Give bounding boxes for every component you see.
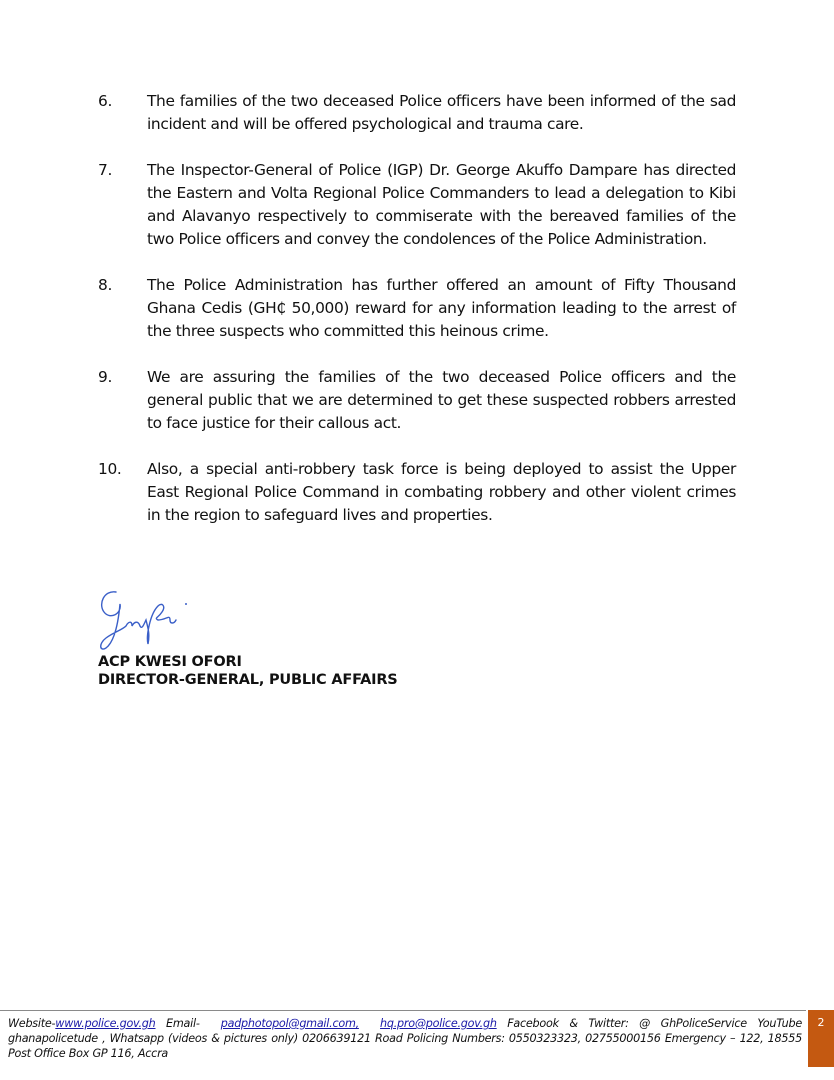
footer-divider bbox=[0, 1010, 806, 1011]
page-number-badge: 2 bbox=[808, 1010, 834, 1067]
item-text: The Police Administration has further offered an amount of Fifty Thousand Ghana Cedis (GH₵ 50,000) reward for any information leading to the arrest of the three suspects who committed this heinous crime. bbox=[147, 276, 736, 340]
list-item bbox=[98, 90, 736, 136]
footer-contact bbox=[8, 1016, 802, 1061]
item-text: The Inspector-General of Police (IGP) Dr. George Akuffo Dampare has directed the Eastern and Volta Regional Police Commanders to lead a delegation to Kibi and Alavanyo respectively to commiserate with the bereaved families of the two Police officers and convey the condolences of the Police Administration. bbox=[147, 161, 736, 248]
email-link-2[interactable]: hq.pro@police.gov.gh bbox=[380, 1017, 497, 1030]
list-item bbox=[98, 458, 736, 527]
numbered-list bbox=[98, 90, 736, 550]
signature-icon bbox=[96, 584, 196, 654]
item-text: Also, a special anti-robbery task force is being deployed to assist the Upper East Regional Police Command in combating robbery and other violent crimes in the region to safeguard lives and properties. bbox=[147, 460, 736, 524]
signatory-block bbox=[98, 653, 398, 689]
footer-contact-details: Facebook & Twitter: @ GhPoliceService YouTube ghanapolicetude , Whatsapp (videos & pictures only) 0206639121 Road Policing Numbers: 0550323323, 02755000156 Emergency – 122, 18555 Post Office Box GP 116, Accra bbox=[8, 1017, 802, 1060]
list-item bbox=[98, 159, 736, 251]
item-number: 8. bbox=[98, 276, 112, 294]
signatory-title: DIRECTOR-GENERAL, PUBLIC AFFAIRS bbox=[98, 672, 398, 688]
website-label: Website- bbox=[8, 1017, 56, 1030]
list-item bbox=[98, 366, 736, 435]
website-link[interactable]: www.police.gov.gh bbox=[55, 1017, 156, 1030]
email-link-1[interactable]: padphotopol@gmail.com, bbox=[220, 1017, 359, 1030]
signatory-name: ACP KWESI OFORI bbox=[98, 654, 242, 670]
item-text: The families of the two deceased Police officers have been informed of the sad incident and will be offered psychological and trauma care. bbox=[147, 92, 736, 133]
email-label: Email- bbox=[155, 1017, 211, 1030]
item-text: We are assuring the families of the two deceased Police officers and the general public that we are determined to get these suspected robbers arrested to face justice for their callous act. bbox=[147, 368, 736, 432]
item-number: 6. bbox=[98, 92, 112, 110]
item-number: 7. bbox=[98, 161, 112, 179]
item-number: 9. bbox=[98, 368, 112, 386]
list-item bbox=[98, 274, 736, 343]
item-number: 10. bbox=[98, 460, 122, 478]
